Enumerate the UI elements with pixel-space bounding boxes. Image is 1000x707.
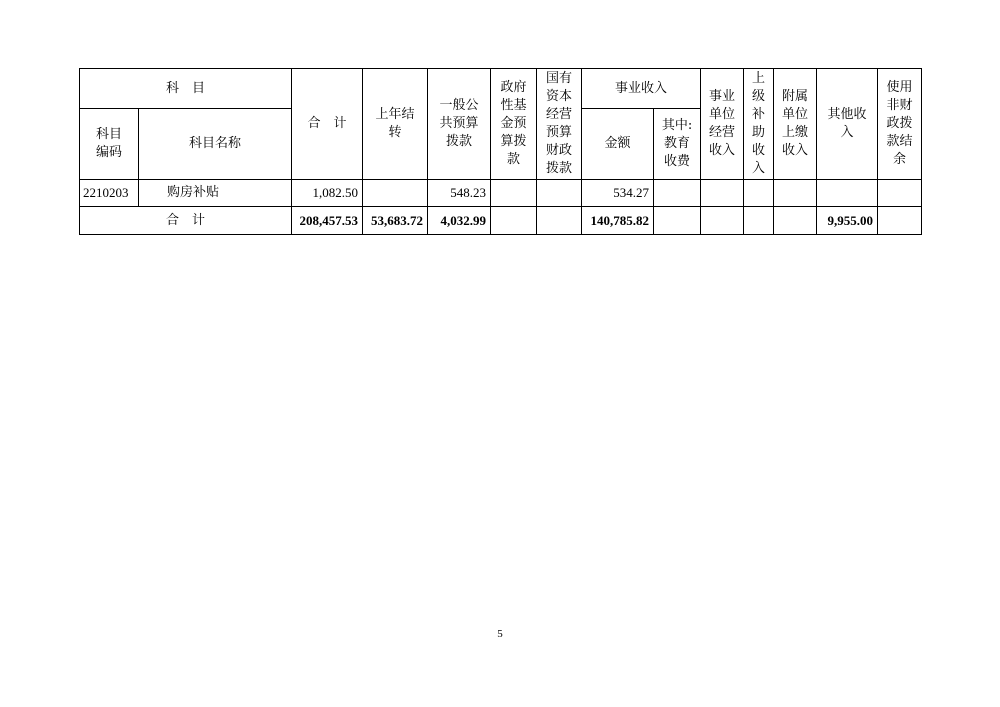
cell-state-capital [537, 180, 582, 207]
totals-affiliated-income [774, 207, 817, 235]
cell-business-amount: 534.27 [582, 180, 654, 207]
totals-total: 208,457.53 [292, 207, 363, 235]
table-row [80, 180, 922, 207]
totals-non-fiscal-balance [878, 207, 922, 235]
totals-gov-fund [491, 207, 537, 235]
cell-gov-fund [491, 180, 537, 207]
totals-carryover: 53,683.72 [363, 207, 428, 235]
header-subject-group: 科 目 [80, 69, 292, 109]
cell-general-budget: 548.23 [428, 180, 491, 207]
cell-total: 1,082.50 [292, 180, 363, 207]
header-superior-subsidy: 上 级 补 助 收 入 [744, 69, 774, 180]
cell-carryover [363, 180, 428, 207]
header-non-fiscal-balance: 使用 非财 政拨 款结 余 [878, 69, 922, 180]
cell-code: 2210203 [80, 180, 139, 207]
totals-business-amount: 140,785.82 [582, 207, 654, 235]
header-operating-income: 事业 单位 经营 收入 [701, 69, 744, 180]
totals-business-edu-fee [654, 207, 701, 235]
cell-business-edu-fee [654, 180, 701, 207]
header-state-capital: 国有 资本 经营 预算 财政 拨款 [537, 69, 582, 180]
cell-non-fiscal-balance [878, 180, 922, 207]
cell-name: 购房补贴 [139, 180, 292, 207]
totals-superior-subsidy [744, 207, 774, 235]
cell-other-income [817, 180, 878, 207]
header-gov-fund: 政府 性基 金预 算拨 款 [491, 69, 537, 180]
totals-general-budget: 4,032.99 [428, 207, 491, 235]
header-business-income: 事业收入 [582, 69, 701, 109]
header-subject-name: 科目名称 [139, 109, 292, 180]
header-affiliated-income: 附属 单位 上缴 收入 [774, 69, 817, 180]
header-general-budget: 一般公 共预算 拨款 [428, 69, 491, 180]
header-carryover: 上年结 转 [363, 69, 428, 180]
totals-other-income: 9,955.00 [817, 207, 878, 235]
cell-operating-income [701, 180, 744, 207]
header-business-edu-fee: 其中: 教育 收费 [654, 109, 701, 180]
totals-operating-income [701, 207, 744, 235]
header-subject-code: 科目 编码 [80, 109, 139, 180]
cell-superior-subsidy [744, 180, 774, 207]
totals-state-capital [537, 207, 582, 235]
totals-label: 合 计 [80, 207, 292, 235]
header-business-amount: 金额 [582, 109, 654, 180]
header-other-income: 其他收 入 [817, 69, 878, 180]
cell-affiliated-income [774, 180, 817, 207]
header-total: 合 计 [292, 69, 363, 180]
totals-row [80, 207, 922, 235]
page-number: 5 [497, 628, 503, 640]
budget-table [79, 68, 922, 235]
